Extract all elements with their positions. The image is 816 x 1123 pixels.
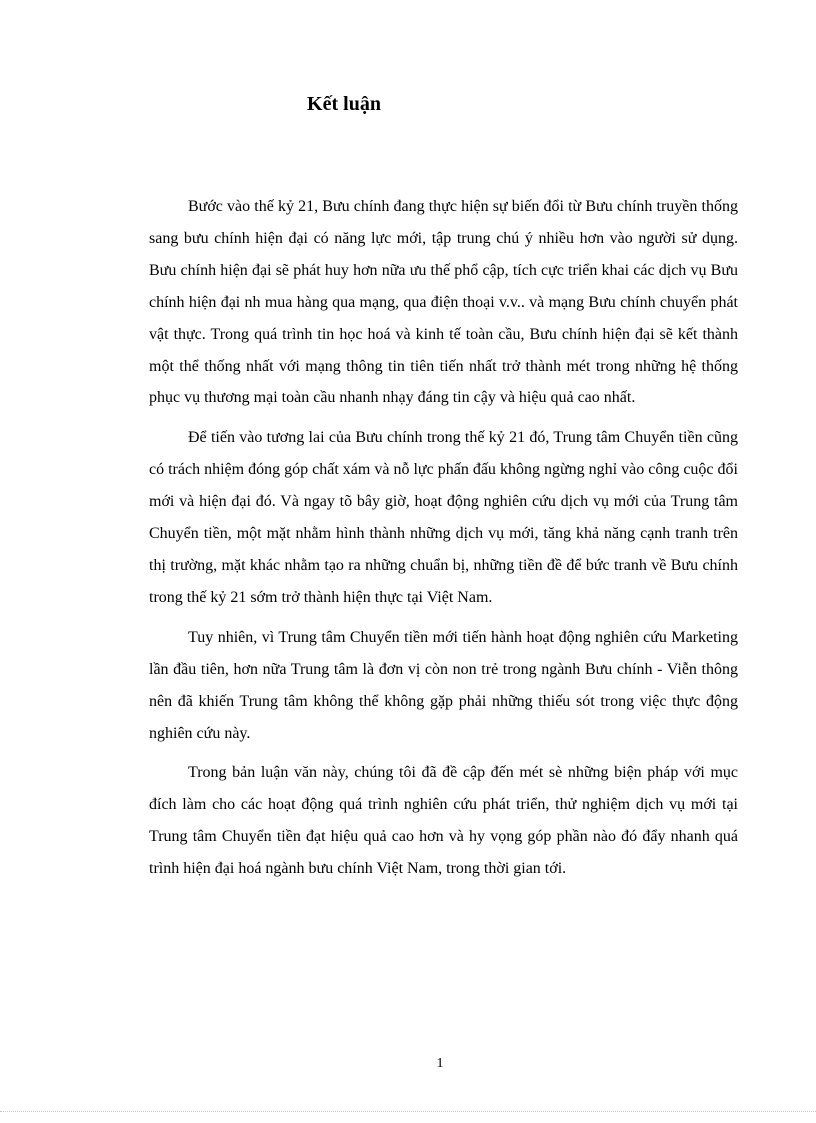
body-text: [149, 191, 738, 893]
page-bottom-divider: [0, 1111, 816, 1112]
paragraph-4: Trong bản luận văn này, chúng tôi đã đề cập đến mét sè những biện pháp với mục đích làm cho các hoạt động quá trình nghiên cứu phát triển, thử nghiệm dịch vụ mới tại Trung tâm Chuyển tiền đạt hiệu quả cao hơn và hy vọng góp phần nào đó đẩy nhanh quá trình hiện đại hoá ngành bưu chính Việt Nam, trong thời gian tới.: [149, 764, 738, 878]
page-number: 1: [436, 1056, 444, 1071]
paragraph-3: Tuy nhiên, vì Trung tâm Chuyển tiền mới tiến hành hoạt động nghiên cứu Marketing lần đầu tiên, hơn nữa Trung tâm là đơn vị còn non trẻ trong ngành Bưu chính - Viễn thông nên đã khiến Trung tâm không thể không gặp phải những thiếu sót trong việc thực động nghiên cứu này.: [149, 628, 738, 742]
paragraph-1: Bước vào thế kỷ 21, Bưu chính đang thực hiện sự biến đổi từ Bưu chính truyền thống sang bưu chính hiện đại có năng lực mới, tập trung chú ý nhiều hơn vào người sử dụng. Bưu chính hiện đại sẽ phát huy hơn nữa ưu thế phổ cập, tích cực triển khai các dịch vụ Bưu chính hiện đại nh mua hàng qua mạng, qua điện thoại v.v.. và mạng Bưu chính chuyển phát vật thực. Trong quá trình tin học hoá và kinh tế toàn cầu, Bưu chính hiện đại sẽ kết thành một thể thống nhất với mạng thông tin tiên tiến nhất trở thành mét trong những hệ thống phục vụ thương mại toàn cầu nhanh nhạy đáng tin cậy và hiệu quả cao nhất.: [149, 198, 738, 407]
page-title: Kết luận: [307, 93, 381, 115]
paragraph-2: Để tiến vào tương lai của Bưu chính trong thế kỷ 21 đó, Trung tâm Chuyển tiền cũng có trách nhiệm đóng góp chất xám và nỗ lực phấn đấu không ngừng nghỉ vào công cuộc đổi mới và hiện đại đó. Và ngay tõ bây giờ, hoạt động nghiên cứu dịch vụ mới của Trung tâm Chuyển tiền, một mặt nhằm hình thành những dịch vụ mới, tăng khả năng cạnh tranh trên thị trường, mặt khác nhằm tạo ra những chuẩn bị, những tiền đề để bức tranh về Bưu chính trong thế kỷ 21 sớm trở thành hiện thực tại Việt Nam.: [149, 429, 738, 606]
